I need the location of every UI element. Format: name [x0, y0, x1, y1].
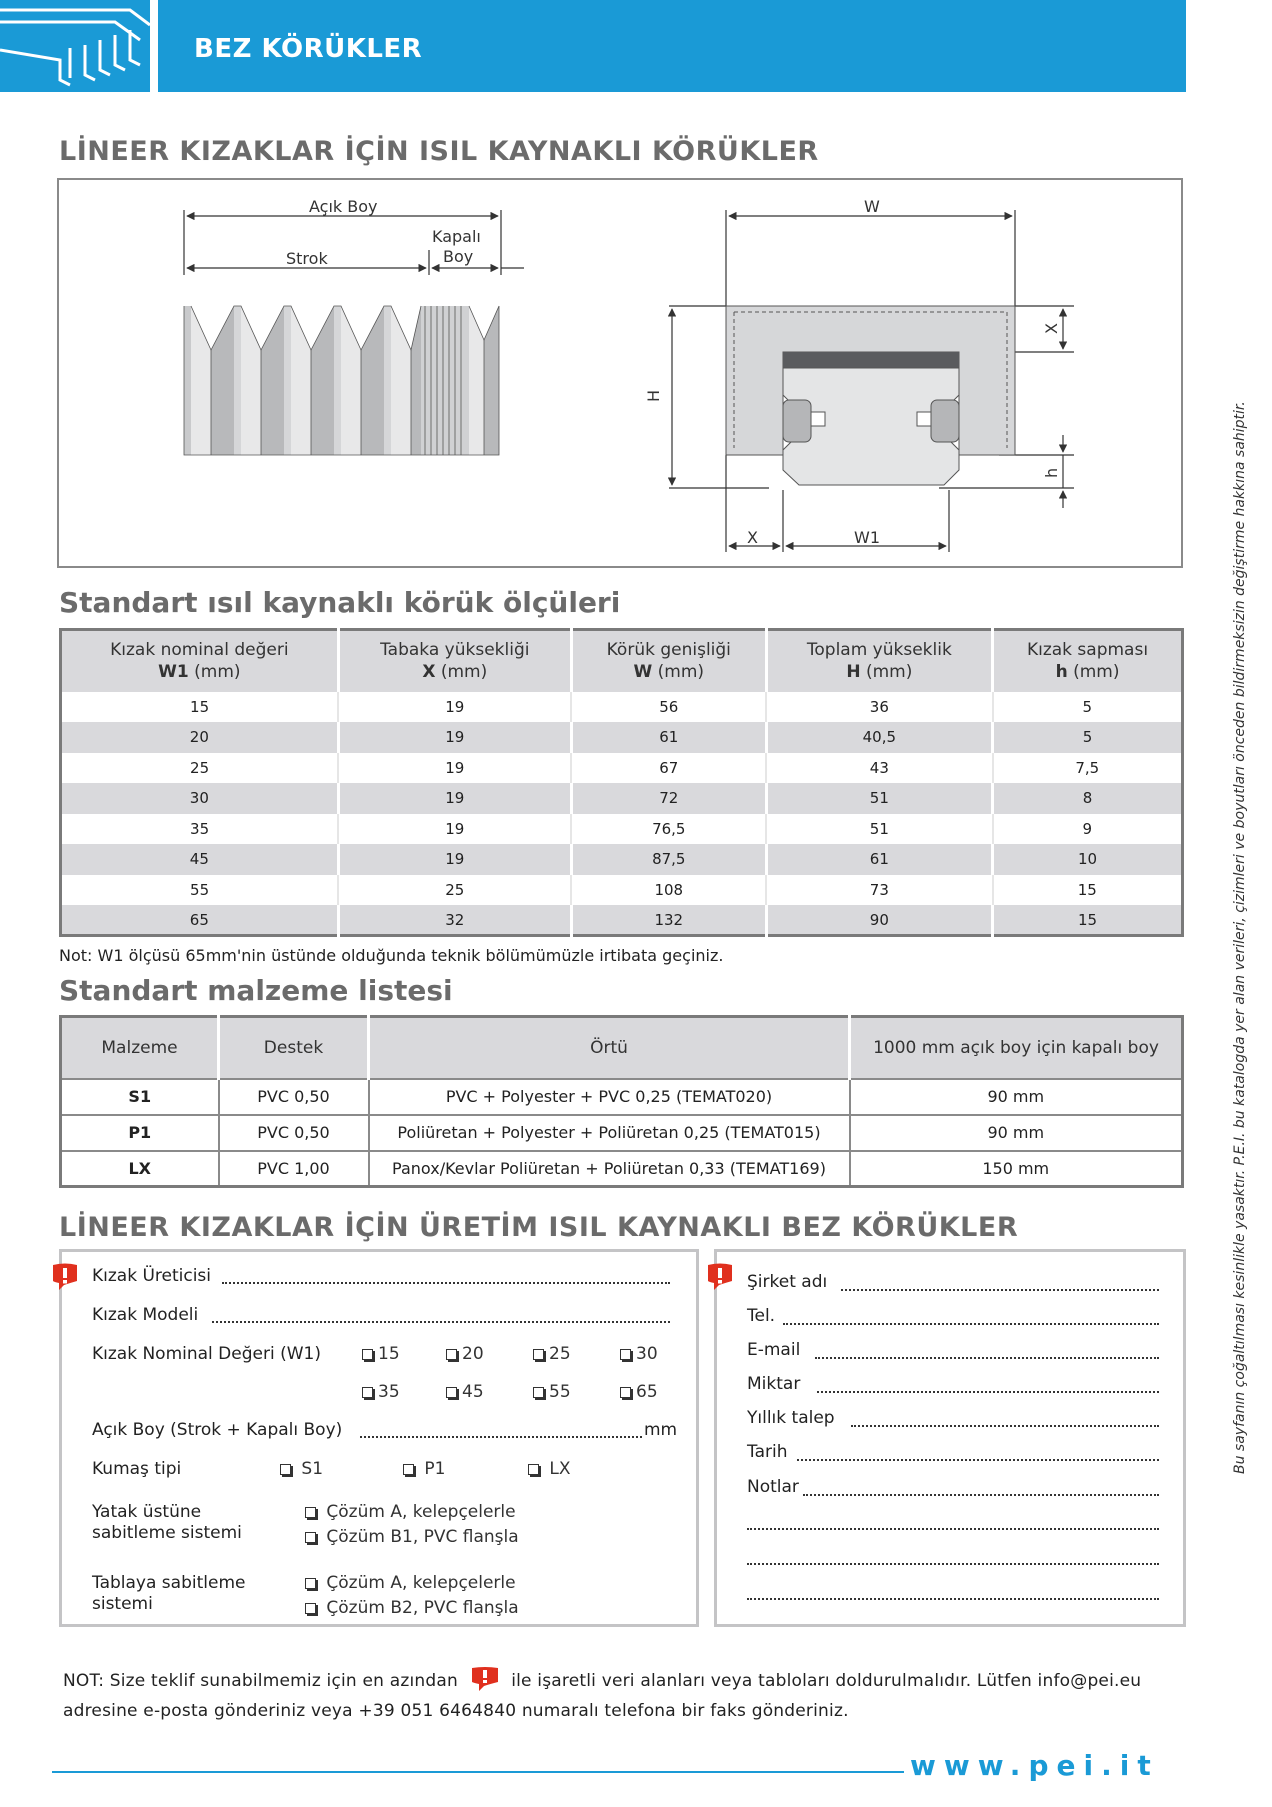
mm-unit: mm: [644, 1420, 678, 1440]
model-label: Kızak Modeli: [92, 1305, 199, 1325]
table-row: 30 19 72 51 8: [61, 783, 1183, 814]
checkbox[interactable]: [362, 1387, 373, 1398]
bearing-fix-label-2: sabitleme sistemi: [92, 1523, 242, 1543]
table-row: 55 25 108 73 15: [61, 875, 1183, 906]
header-bar: [158, 0, 1186, 92]
size-option-35[interactable]: 35: [362, 1382, 400, 1402]
checkbox[interactable]: [528, 1464, 539, 1475]
alert-icon: [705, 1261, 735, 1291]
table-option-b2[interactable]: Çözüm B2, PVC flanşla: [305, 1598, 519, 1618]
checkbox[interactable]: [362, 1349, 373, 1360]
footer-divider: [52, 1771, 904, 1773]
label-kapali: Kapalı: [432, 227, 481, 246]
bellows-illustration: [184, 306, 499, 455]
checkbox[interactable]: [305, 1578, 316, 1589]
header-w1: Kızak nominal değeri W1 (mm): [61, 630, 339, 692]
header-kapali-boy: 1000 mm açık boy için kapalı boy: [850, 1017, 1183, 1079]
manufacturer-label: Kızak Üreticisi: [92, 1266, 212, 1286]
bellows-logo-icon: [0, 0, 150, 92]
header-x: Tabaka yüksekliği X (mm): [338, 630, 571, 692]
materials-header-row: [61, 1017, 1183, 1079]
checkbox[interactable]: [305, 1507, 316, 1518]
label-x-bottom: X: [747, 528, 758, 547]
checkbox[interactable]: [620, 1387, 631, 1398]
checkbox[interactable]: [403, 1464, 414, 1475]
checkbox[interactable]: [305, 1603, 316, 1614]
bearing-fix-label: Yatak üstüne: [92, 1502, 202, 1522]
label-boy: Boy: [443, 247, 474, 266]
table-row: S1 PVC 0,50 PVC + Polyester + PVC 0,25 (TEMAT020) 90 mm: [61, 1079, 1183, 1115]
open-length-field[interactable]: [360, 1436, 642, 1438]
size-option-65[interactable]: 65: [620, 1382, 658, 1402]
model-field[interactable]: [212, 1321, 670, 1323]
checkbox[interactable]: [533, 1349, 544, 1360]
size-option-55[interactable]: 55: [533, 1382, 571, 1402]
fabric-label: Kumaş tipi: [92, 1459, 182, 1479]
date-field[interactable]: [797, 1459, 1159, 1461]
nominal-label: Kızak Nominal Değeri (W1): [92, 1344, 321, 1364]
section-title-production: LİNEER KIZAKLAR İÇİN ÜRETİM ISIL KAYNAKLI BEZ KÖRÜKLER: [59, 1212, 1019, 1243]
checkbox[interactable]: [620, 1349, 631, 1360]
header-h: Toplam yükseklik H (mm): [766, 630, 992, 692]
tel-field[interactable]: [783, 1323, 1159, 1325]
table-row: 35 19 76,5 51 9: [61, 814, 1183, 845]
bottom-note: NOT: Size teklif sunabilmemiz için en azından ile işaretli veri alanları veya tabloları doldurulmalıdır. Lütfen info@pei.eu adresine e-posta gönderiniz veya +39 051 6464840 numaralı telefona bir faks gönderiniz.: [63, 1666, 1193, 1726]
page-title: BEZ KÖRÜKLER: [194, 34, 423, 64]
size-option-20[interactable]: 20: [446, 1344, 484, 1364]
size-option-15[interactable]: 15: [362, 1344, 400, 1364]
dims-header-row: [61, 630, 1183, 692]
fabric-option-lx[interactable]: LX: [528, 1459, 571, 1479]
quantity-label: Miktar: [747, 1374, 801, 1394]
header-destek: Destek: [219, 1017, 369, 1079]
checkbox[interactable]: [446, 1349, 457, 1360]
notes-label: Notlar: [747, 1477, 799, 1497]
size-option-45[interactable]: 45: [446, 1382, 484, 1402]
copyright-notice: Bu sayfanın çoğaltılması kesinlikle yasaktır. P.E.I. bu katalogda yer alan verileri, çizimleri ve boyutları önceden bildirmeksizin değiştirme hakkına sahiptir.: [1232, 401, 1248, 1474]
notes-field-line[interactable]: [747, 1528, 1159, 1530]
header-ortu: Örtü: [369, 1017, 850, 1079]
table-row: 45 19 87,5 61 10: [61, 844, 1183, 875]
table-option-a[interactable]: Çözüm A, kelepçelerle: [305, 1573, 516, 1593]
table-row: P1 PVC 0,50 Poliüretan + Polyester + Poliüretan 0,25 (TEMAT015) 90 mm: [61, 1115, 1183, 1151]
size-option-30[interactable]: 30: [620, 1344, 658, 1364]
order-form-left: [59, 1249, 699, 1627]
notes-field-line[interactable]: [747, 1598, 1159, 1600]
materials-table-title: Standart malzeme listesi: [59, 974, 453, 1007]
order-form-right: [714, 1249, 1186, 1627]
alert-icon: [50, 1261, 80, 1291]
quantity-field[interactable]: [817, 1391, 1159, 1393]
label-w1: W1: [854, 528, 880, 547]
email-field[interactable]: [815, 1357, 1159, 1359]
cross-section-illustration: [726, 306, 1015, 485]
size-option-25[interactable]: 25: [533, 1344, 571, 1364]
label-h-small: h: [1042, 467, 1061, 478]
header-malzeme: Malzeme: [61, 1017, 219, 1079]
checkbox[interactable]: [533, 1387, 544, 1398]
website-link[interactable]: www.pei.it: [910, 1749, 1159, 1782]
header-w: Körük genişliği W (mm): [571, 630, 766, 692]
table-row: 15 19 56 36 5: [61, 692, 1183, 723]
bellows-drawing: [59, 180, 1185, 570]
section-title-thermal-bellows: LİNEER KIZAKLAR İÇİN ISIL KAYNAKLI KÖRÜKLER: [59, 136, 819, 167]
table-row: LX PVC 1,00 Panox/Kevlar Poliüretan + Poliüretan 0,33 (TEMAT169) 150 mm: [61, 1151, 1183, 1187]
tel-label: Tel.: [747, 1306, 776, 1326]
company-field[interactable]: [841, 1289, 1159, 1291]
notes-field-line[interactable]: [747, 1563, 1159, 1565]
notes-field[interactable]: [803, 1494, 1159, 1496]
header-h-small: Kızak sapması h (mm): [993, 630, 1183, 692]
bearing-option-b1[interactable]: Çözüm B1, PVC flanşla: [305, 1527, 519, 1547]
table-row: 20 19 61 40,5 5: [61, 722, 1183, 753]
table-row: 65 32 132 90 15: [61, 905, 1183, 936]
yearly-label: Yıllık talep: [747, 1408, 835, 1428]
label-h-total: H: [644, 389, 663, 402]
alert-icon: [468, 1666, 502, 1692]
checkbox[interactable]: [305, 1532, 316, 1543]
fabric-option-s1[interactable]: S1: [280, 1459, 323, 1479]
checkbox[interactable]: [446, 1387, 457, 1398]
materials-table: [59, 1015, 1184, 1188]
dims-table-title: Standart ısıl kaynaklı körük ölçüleri: [59, 586, 621, 619]
table-row: 25 19 67 43 7,5: [61, 753, 1183, 784]
bearing-option-a[interactable]: Çözüm A, kelepçelerle: [305, 1502, 516, 1522]
checkbox[interactable]: [280, 1464, 291, 1475]
label-w: W: [864, 197, 880, 216]
technical-diagram: [57, 178, 1183, 568]
label-x-top: X: [1042, 323, 1061, 334]
dimensions-table: [59, 628, 1184, 937]
label-strok: Strok: [286, 249, 328, 268]
manufacturer-field[interactable]: [222, 1282, 670, 1284]
yearly-field[interactable]: [851, 1425, 1159, 1427]
fabric-option-p1[interactable]: P1: [403, 1459, 445, 1479]
company-label: Şirket adı: [747, 1272, 828, 1292]
open-length-label: Açık Boy (Strok + Kapalı Boy): [92, 1420, 343, 1440]
date-label: Tarih: [747, 1442, 788, 1462]
table-fix-label-2: sistemi: [92, 1594, 153, 1614]
label-acik-boy: Açık Boy: [309, 197, 378, 216]
email-label: E-mail: [747, 1340, 801, 1360]
brand-logo: [0, 0, 150, 92]
table-fix-label: Tablaya sabitleme: [92, 1573, 246, 1593]
dims-note: Not: W1 ölçüsü 65mm'nin üstünde olduğunda teknik bölümümüzle irtibata geçiniz.: [59, 946, 724, 965]
